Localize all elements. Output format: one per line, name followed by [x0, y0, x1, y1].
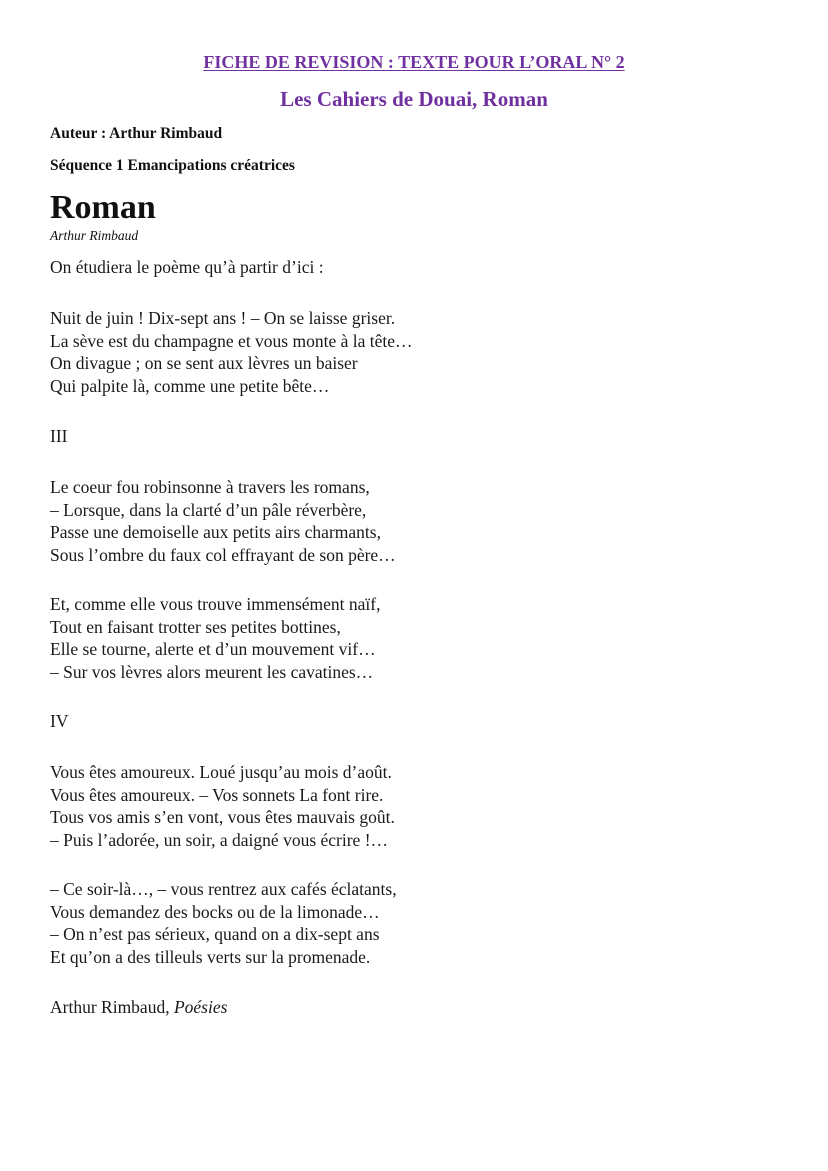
verse-line: Tous vos amis s’en vont, vous êtes mauvais goût.: [50, 807, 395, 827]
verse-line: La sève est du champagne et vous monte à la tête…: [50, 330, 413, 351]
verse-line: Vous êtes amoureux. – Vos sonnets La font rire.: [50, 784, 384, 805]
signature-work: Poésies: [173, 997, 228, 1017]
signature-author: Arthur Rimbaud,: [50, 997, 170, 1017]
verse-line: – Lorsque, dans la clarté d’un pâle réverbère,: [50, 499, 367, 520]
poem-byline: Arthur Rimbaud: [50, 228, 139, 243]
signature: [50, 996, 227, 1019]
verse-line: On divague ; on se sent aux lèvres un baiser: [50, 353, 358, 373]
stanza-5: [50, 878, 397, 968]
work-title: Les Cahiers de Douai, Roman: [280, 87, 548, 111]
poem-title: Roman: [50, 189, 156, 226]
verse-line: – Ce soir-là…, – vous rentrez aux cafés éclatants,: [50, 879, 397, 899]
verse-line: Le coeur fou robinsonne à travers les romans,: [50, 477, 370, 497]
verse-line: Et qu’on a des tilleuls verts sur la promenade.: [50, 946, 371, 967]
fiche-title: FICHE DE REVISION : TEXTE POUR L’ORAL N° 2: [203, 52, 625, 72]
verse-line: Vous êtes amoureux. Loué jusqu’au mois d’août.: [50, 762, 392, 782]
stanza-2: [50, 476, 396, 566]
author-line: Auteur : Arthur Rimbaud: [50, 125, 223, 142]
verse-line: Nuit de juin ! Dix-sept ans ! – On se laisse griser.: [50, 308, 396, 328]
verse-line: – Puis l’adorée, un soir, a daigné vous écrire !…: [50, 829, 389, 850]
verse-line: Elle se tourne, alerte et d’un mouvement vif…: [50, 639, 376, 659]
section-label-iii: III: [50, 426, 68, 446]
stanza-4: [50, 761, 395, 851]
sequence-line: Séquence 1 Emancipations créatrices: [50, 157, 295, 174]
verse-line: – On n’est pas sérieux, quand on a dix-sept ans: [50, 924, 380, 944]
verse-line: – Sur vos lèvres alors meurent les cavatines…: [50, 661, 374, 682]
verse-line: Et, comme elle vous trouve immensément naïf,: [50, 594, 381, 614]
verse-line: Sous l’ombre du faux col effrayant de son père…: [50, 544, 396, 565]
verse-line: Qui palpite là, comme une petite bête…: [50, 375, 330, 396]
verse-line: Vous demandez des bocks ou de la limonade…: [50, 901, 380, 922]
stanza-3: [50, 593, 380, 683]
section-label-iv: IV: [50, 711, 69, 731]
verse-line: Tout en faisant trotter ses petites bottines,: [50, 616, 341, 637]
verse-line: Passe une demoiselle aux petits airs charmants,: [50, 522, 381, 542]
stanza-1: [50, 307, 413, 397]
poem-intro: On étudiera le poème qu’à partir d’ici :: [50, 257, 324, 277]
